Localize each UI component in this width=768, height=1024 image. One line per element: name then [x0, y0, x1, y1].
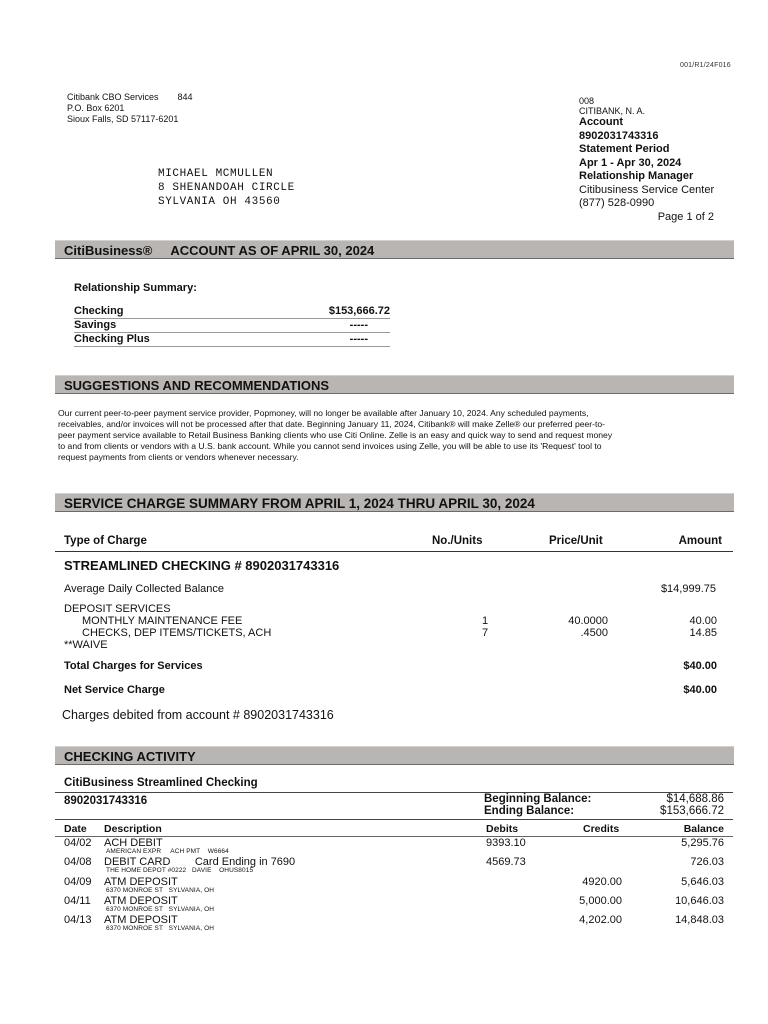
banner-account-summary: [55, 240, 734, 259]
transaction-credit: 4,202.00: [579, 914, 622, 926]
charges-debited-note: Charges debited from account # 8902031743316: [62, 708, 334, 722]
transaction-detail: 6370 MONROE ST SYLVANIA, OH: [106, 887, 215, 894]
total-charges-value: $40.00: [683, 660, 717, 672]
transaction-desc: ATM DEPOSIT: [104, 895, 178, 907]
header-description: Description: [104, 823, 162, 835]
waive-note: **WAIVE: [64, 639, 108, 651]
header-price: Price/Unit: [549, 535, 603, 547]
transaction-balance: 5,295.76: [681, 837, 724, 849]
transaction-date: 04/09: [64, 876, 92, 888]
statement-period: Apr 1 - Apr 30, 2024: [579, 156, 682, 169]
checking-title-rule: [55, 792, 733, 793]
transaction-detail: 6370 MONROE ST SYLVANIA, OH: [106, 906, 215, 913]
ending-balance-value: $153,666.72: [660, 805, 724, 817]
relationship-manager: Citibusiness Service Center: [579, 183, 715, 196]
beginning-balance-label: Beginning Balance:: [484, 793, 592, 805]
transaction-detail: THE HOME DEPOT #0222 DAVIE OHUS8015: [106, 867, 254, 874]
transaction-detail: 6370 MONROE ST SYLVANIA, OH: [106, 925, 215, 932]
banner-service-charge: SERVICE CHARGE SUMMARY FROM APRIL 1, 2024 THRU APRIL 30, 2024: [55, 493, 734, 512]
document-code: 001/R1/24F016: [680, 62, 731, 69]
banner-suggestions: SUGGESTIONS AND RECOMMENDATIONS: [55, 375, 734, 394]
sender-name-line: [67, 92, 193, 103]
transaction-desc: ACH DEBIT: [104, 837, 163, 849]
summary-row-checking: [74, 305, 390, 319]
fee-amount: 14.85: [689, 627, 717, 639]
service-account-title: STREAMLINED CHECKING # 8902031743316: [64, 558, 340, 573]
transaction-desc: ATM DEPOSIT: [104, 876, 178, 888]
sender-name: Citibank CBO Services: [67, 92, 159, 102]
sender-po-box: P.O. Box 6201: [67, 103, 125, 113]
transaction-desc: DEBIT CARD Card Ending in 7690: [104, 856, 296, 868]
sender-address: [67, 92, 193, 125]
deposit-services-label: DEPOSIT SERVICES: [64, 603, 171, 615]
branch-code: 008: [579, 96, 595, 106]
transaction-date: 04/13: [64, 914, 92, 926]
banner-account-title: ACCOUNT AS OF APRIL 30, 2024: [170, 243, 375, 258]
statement-period-label: Statement Period: [579, 143, 670, 155]
account-label: Account: [579, 116, 623, 128]
recipient-city: SYLVANIA OH 43560: [158, 196, 281, 208]
transaction-debit: 9393.10: [486, 837, 526, 849]
summary-row-checking-plus: [74, 333, 390, 347]
header-amount: Amount: [678, 535, 722, 547]
transaction-balance: 5,646.03: [681, 876, 724, 888]
transaction-date: 04/11: [64, 895, 91, 907]
transaction-desc: ATM DEPOSIT: [104, 914, 178, 926]
beginning-balance-value: $14,688.86: [666, 793, 724, 805]
transaction-detail: AMERICAN EXPR ACH PMT W6664: [106, 848, 229, 855]
paragraph-line: request payments from clients or vendors whenever necessary.: [58, 452, 299, 462]
transaction-balance: 726.03: [690, 856, 724, 868]
paragraph-line: peer payment service available to Retail Business Banking clients who use Citi Online. Zelle is an easy and quick way to send and request money: [58, 430, 613, 440]
sender-code: 844: [177, 92, 193, 102]
recipient-address: [158, 167, 295, 209]
fee-units: 7: [482, 627, 489, 639]
fee-desc: MONTHLY MAINTENANCE FEE: [82, 615, 243, 627]
summary-row-savings: [74, 319, 390, 333]
service-table-header: [55, 535, 733, 552]
relationship-manager-label: Relationship Manager: [579, 170, 694, 182]
transaction-date: 04/02: [64, 837, 92, 849]
account-info: [579, 96, 739, 224]
avg-balance-value: $14,999.75: [660, 583, 716, 595]
header-debits: Debits: [486, 823, 519, 835]
relationship-summary-table: [74, 305, 390, 347]
avg-balance-label: Average Daily Collected Balance: [64, 583, 224, 595]
fee-price: .4500: [580, 627, 608, 639]
transaction-debit: 4569.73: [486, 856, 526, 868]
transaction-credit: 4920.00: [582, 876, 622, 888]
transaction-balance: 14,848.03: [675, 914, 724, 926]
total-charges-label: Total Charges for Services: [64, 660, 203, 672]
paragraph-line: to and from clients or vendors with a U.S. bank account. While you cannot send invoices using Zelle, you will be able to use its 'Request' tool to: [58, 441, 602, 451]
checking-account-number: 8902031743316: [64, 795, 148, 807]
relationship-summary-title: Relationship Summary:: [74, 282, 197, 294]
summary-label: Checking Plus: [74, 333, 150, 345]
checking-summary-rule: [55, 819, 733, 820]
fee-desc: CHECKS, DEP ITEMS/TICKETS, ACH: [82, 627, 272, 639]
header-units: No./Units: [432, 535, 483, 547]
summary-value: $153,666.72: [328, 305, 390, 317]
summary-label: Savings: [74, 319, 117, 331]
paragraph-line: Our current peer-to-peer payment service provider, Popmoney, will no longer be available after January 10, 2024. Any scheduled payments,: [58, 408, 589, 418]
banner-checking-activity: CHECKING ACTIVITY: [55, 746, 734, 765]
page-number: Page 1 of 2: [657, 210, 714, 223]
recipient-street: 8 SHENANDOAH CIRCLE: [158, 182, 295, 194]
bank-name: CITIBANK, N. A.: [579, 106, 646, 116]
phone-number: (877) 528-0990: [579, 197, 655, 209]
suggestions-paragraph: [58, 408, 738, 463]
ending-balance-label: Ending Balance:: [484, 805, 575, 817]
header-credits: Credits: [583, 823, 620, 835]
recipient-name: MICHAEL MCMULLEN: [158, 168, 274, 180]
fee-price: 40.0000: [568, 615, 608, 627]
summary-value: -----: [349, 333, 368, 345]
transaction-credit: 5,000.00: [579, 895, 622, 907]
checking-title: CitiBusiness Streamlined Checking: [64, 777, 258, 789]
paragraph-line: receivables, and/or invoices will not be processed after that date. Beginning January 11, 2024, Citibank® will make Zelle® our preferred peer-to-: [58, 419, 606, 429]
summary-value: -----: [349, 319, 368, 331]
sender-city: Sioux Falls, SD 57117-6201: [67, 114, 179, 124]
fee-units: 1: [482, 615, 489, 627]
fee-amount: 40.00: [689, 615, 717, 627]
header-type: Type of Charge: [64, 535, 147, 547]
summary-label: Checking: [74, 305, 124, 317]
header-balance: Balance: [683, 823, 724, 835]
account-number: 8902031743316: [579, 129, 659, 142]
transaction-date: 04/08: [64, 856, 92, 868]
banner-brand: CitiBusiness®: [64, 243, 153, 258]
header-date: Date: [64, 823, 87, 835]
net-service-charge-label: Net Service Charge: [64, 684, 165, 696]
transaction-balance: 10,646.03: [675, 895, 724, 907]
net-service-charge-value: $40.00: [683, 684, 717, 696]
